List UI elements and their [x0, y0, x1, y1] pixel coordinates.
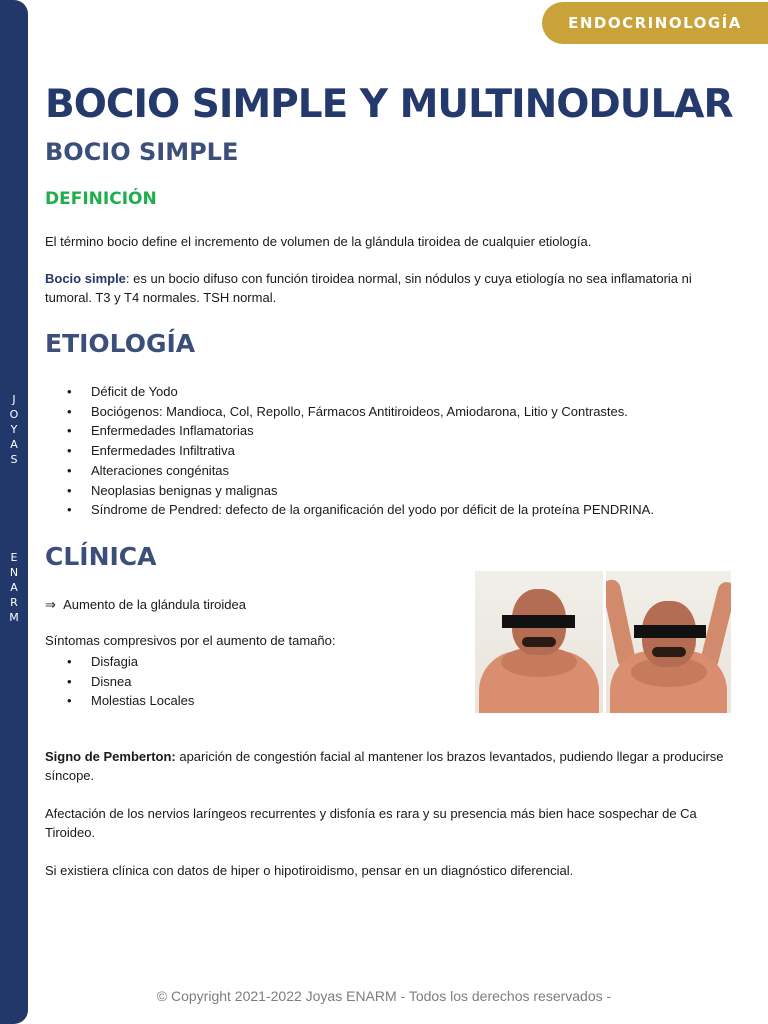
sidebar-letter: R — [10, 596, 18, 609]
sintomas-list — [45, 652, 465, 711]
sidebar-word-enarm — [0, 550, 28, 625]
list-item: • Neoplasias benignas y malignas — [45, 481, 735, 501]
clinical-photos — [475, 571, 731, 713]
category-badge: ENDOCRINOLOGÍA — [542, 2, 768, 44]
pemberton-text: aparición de congestión facial al mantener los brazos levantados, pudiendo llegar a producirse síncope. — [45, 749, 724, 783]
privacy-bar — [634, 625, 706, 638]
right-arrow-icon: ⇒ — [45, 597, 56, 612]
bocio-simple-paragraph — [45, 269, 725, 307]
page-title: BOCIO SIMPLE Y MULTINODULAR — [45, 82, 733, 127]
sidebar-letter: E — [10, 551, 18, 564]
pemberton-paragraph — [45, 747, 725, 785]
bocio-simple-text: : es un bocio difuso con función tiroidea normal, sin nódulos y cuya etiología no sea inflamatoria ni tumoral. T3 y T4 normales. TSH normal. — [45, 271, 692, 305]
sidebar-word-joyas — [0, 392, 28, 467]
list-item: • Déficit de Yodo — [45, 382, 735, 402]
definicion-heading: DEFINICIÓN — [45, 189, 157, 209]
sidebar-letter: S — [10, 453, 18, 466]
nervios-paragraph: Afectación de los nervios laríngeos recurrentes y disfonía es rara y su presencia más bien hace sospechar de Ca Tiroideo. — [45, 806, 697, 840]
list-item: • Molestias Locales — [45, 691, 465, 711]
sidebar-letter: N — [9, 566, 19, 579]
sidebar-band — [0, 0, 28, 1024]
list-item: • Enfermedades Inflamatorias — [45, 421, 735, 441]
list-item: • Enfermedades Infiltrativa — [45, 441, 735, 461]
copyright-footer: © Copyright 2021-2022 Joyas ENARM - Todos los derechos reservados - — [156, 988, 612, 1004]
list-item: • Disnea — [45, 672, 465, 692]
sidebar-letter: A — [10, 438, 18, 451]
pemberton-term: Signo de Pemberton: — [45, 749, 176, 764]
sidebar-letter: M — [9, 611, 19, 624]
list-item: • Síndrome de Pendred: defecto de la organificación del yodo por déficit de la proteína PENDRINA. — [45, 500, 735, 520]
sidebar-letter: A — [10, 581, 18, 594]
clinica-arrow-line — [45, 595, 246, 614]
etiologia-list — [45, 382, 735, 520]
sidebar-letter: J — [12, 393, 16, 406]
bocio-simple-term: Bocio simple — [45, 271, 126, 286]
etiologia-heading: ETIOLOGÍA — [45, 329, 196, 358]
clinica-heading: CLÍNICA — [45, 542, 157, 571]
sidebar-letter: O — [9, 408, 19, 421]
definicion-paragraph: El término bocio define el incremento de volumen de la glándula tiroidea de cualquier etiología. — [45, 234, 592, 249]
arrow-text: Aumento de la glándula tiroidea — [63, 597, 246, 612]
list-item: • Alteraciones congénitas — [45, 461, 735, 481]
sintomas-label: Síntomas compresivos por el aumento de tamaño: — [45, 633, 336, 648]
page-subtitle: BOCIO SIMPLE — [45, 138, 239, 166]
patient-photo-front — [475, 571, 603, 713]
hiper-paragraph: Si existiera clínica con datos de hiper o hipotiroidismo, pensar en un diagnóstico diferencial. — [45, 863, 574, 878]
sidebar-letter: Y — [10, 423, 18, 436]
privacy-bar — [502, 615, 575, 628]
patient-photo-arms-raised — [606, 571, 731, 713]
list-item: • Disfagia — [45, 652, 465, 672]
list-item: • Bociógenos: Mandioca, Col, Repollo, Fármacos Antitiroideos, Amiodarona, Litio y Contrastes. — [45, 402, 735, 422]
